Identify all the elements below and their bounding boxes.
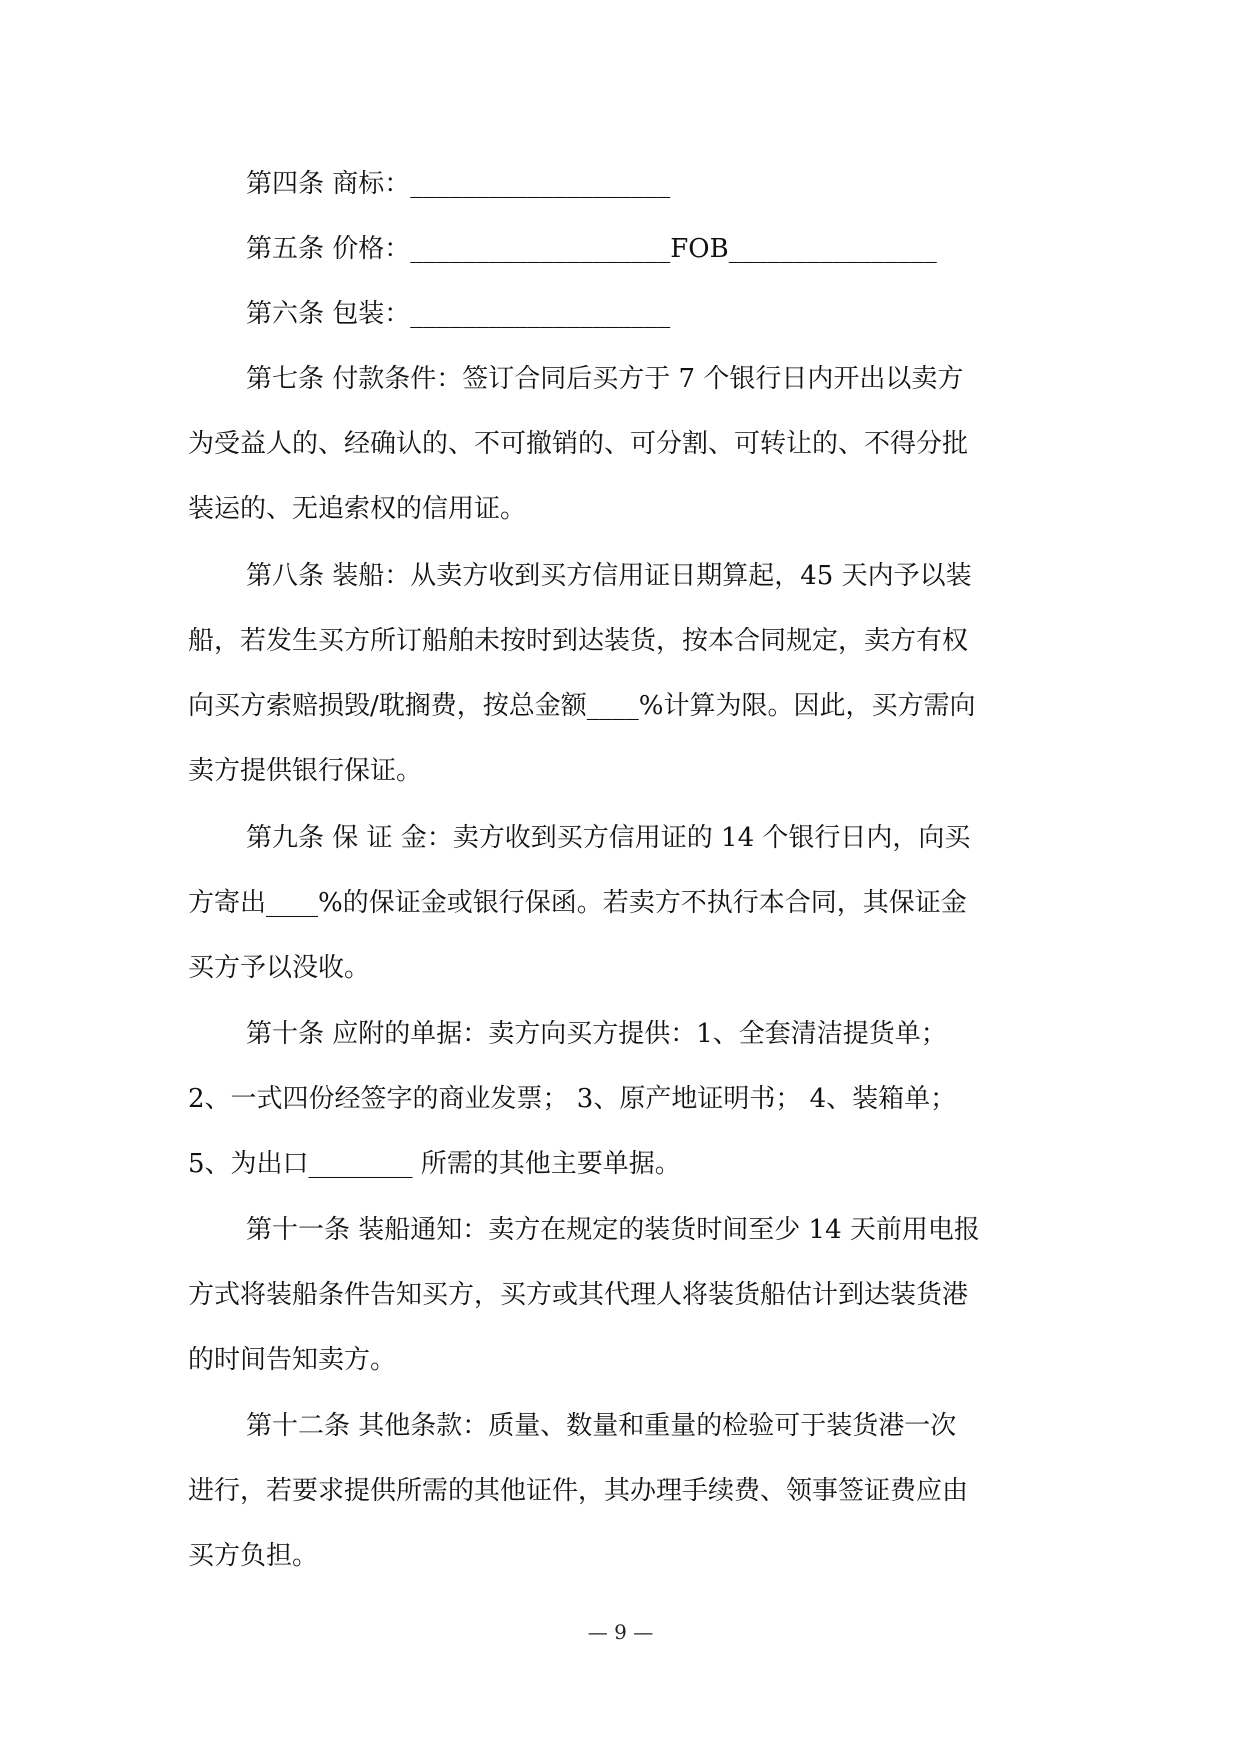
article-8-line-1: 第八条 装船：从卖方收到买方信用证日期算起，45 天内予以装 bbox=[246, 561, 972, 591]
article-7-line-3: 装运的、无追索权的信用证。 bbox=[188, 494, 527, 524]
article-4-trademark: 第四条 商标：____________________ bbox=[246, 169, 671, 199]
article-6-packing: 第六条 包装：____________________ bbox=[246, 299, 671, 329]
article-11-line-3: 的时间告知卖方。 bbox=[188, 1345, 397, 1375]
page-number: — 9 — bbox=[587, 1620, 654, 1644]
article-8-line-2: 船，若发生买方所订船舶未按时到达装货，按本合同规定，卖方有权 bbox=[188, 626, 969, 656]
article-11-line-2: 方式将装船条件告知买方，买方或其代理人将装货船估计到达装货港 bbox=[188, 1280, 969, 1310]
article-9-deposit bbox=[188, 806, 970, 1001]
article-10-documents bbox=[188, 1002, 956, 1197]
article-10-line-1: 第十条 应附的单据：卖方向买方提供：1、全套清洁提货单； bbox=[246, 1019, 947, 1049]
article-9-line-2: 方寄出____%的保证金或银行保函。若卖方不执行本合同，其保证金 bbox=[188, 888, 967, 918]
article-12-line-3: 买方负担。 bbox=[188, 1541, 319, 1571]
article-7-line-2: 为受益人的、经确认的、不可撤销的、可分割、可转让的、不得分批 bbox=[188, 429, 969, 459]
article-12-line-2: 进行，若要求提供所需的其他证件，其办理手续费、领事签证费应由 bbox=[188, 1476, 969, 1506]
article-9-line-1: 第九条 保 证 金：卖方收到买方信用证的 14 个银行日内，向买 bbox=[246, 823, 971, 853]
article-7-line-1: 第七条 付款条件：签订合同后买方于 7 个银行日内开出以卖方 bbox=[246, 364, 964, 394]
article-8-shipment bbox=[188, 544, 975, 804]
article-11-line-1: 第十一条 装船通知：卖方在规定的装货时间至少 14 天前用电报 bbox=[246, 1215, 980, 1245]
article-12-line-1: 第十二条 其他条款：质量、数量和重量的检验可于装货港一次 bbox=[246, 1411, 957, 1441]
article-11-shipping-notice bbox=[188, 1198, 980, 1393]
article-8-line-4: 卖方提供银行保证。 bbox=[188, 756, 423, 786]
article-10-line-3: 5、为出口________ 所需的其他主要单据。 bbox=[188, 1149, 681, 1179]
article-5-price: 第五条 价格：____________________FOB________________ bbox=[246, 234, 937, 264]
article-7-payment-terms bbox=[188, 347, 968, 542]
article-9-line-3: 买方予以没收。 bbox=[188, 953, 371, 983]
article-8-line-3: 向买方索赔损毁/耽搁费，按总金额____%计算为限。因此，买方需向 bbox=[188, 691, 976, 721]
article-12-other-terms bbox=[188, 1394, 968, 1589]
article-10-line-2: 2、一式四份经签字的商业发票； 3、原产地证明书； 4、装箱单； bbox=[188, 1084, 957, 1114]
